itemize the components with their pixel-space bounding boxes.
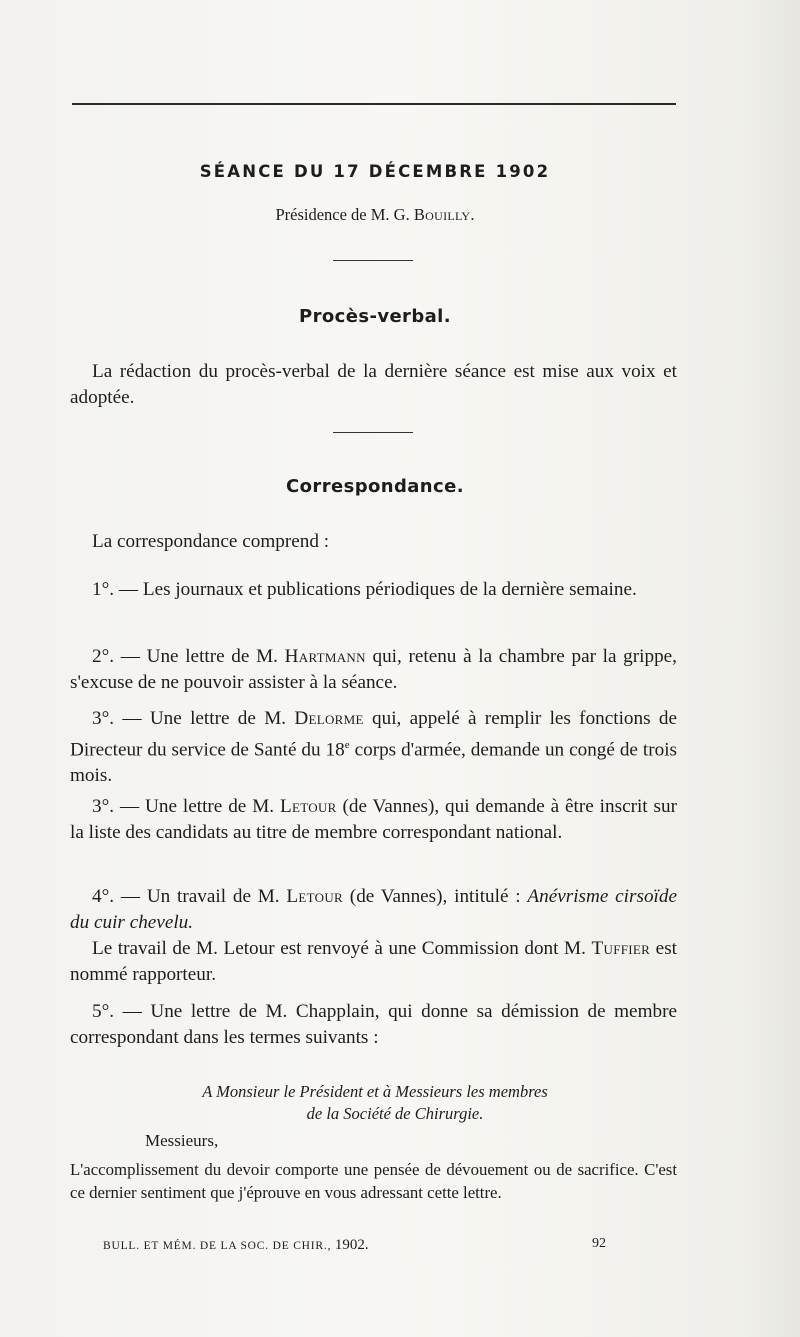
proces-verbal-text: La rédaction du procès-verbal de la dernière séance est mise aux voix et adoptée.: [70, 361, 677, 408]
correspondance-heading: Correspondance.: [286, 476, 464, 497]
person-name: Tuffier: [591, 938, 651, 959]
proces-verbal-heading: Procès-verbal.: [299, 306, 451, 327]
work-title: Anévrisme cirsoïde du cuir chevelu.: [70, 886, 677, 933]
correspondance-intro: La correspondance comprend :: [92, 531, 330, 552]
person-name: Letour: [279, 796, 337, 817]
correspondance-item-1: 1°. — Les journaux et publications périodiques de la dernière semaine.: [92, 579, 637, 600]
person-name: Hartmann: [284, 646, 366, 667]
presidency-suffix: .: [470, 205, 475, 224]
session-title: SÉANCE DU 17 DÉCEMBRE 1902: [199, 162, 551, 181]
letter-address: A Monsieur le Président et à Messieurs les membres de la Société de Chirurgie.: [202, 1082, 548, 1123]
correspondance-item-3: 3°. — Une lettre de M. Delorme qui, appelé à remplir les fonctions de Directeur du service de Santé du 18e corps d'armée, demande un congé de trois mois.: [70, 708, 678, 787]
presidency-line: [70, 205, 680, 225]
footer-journal: BULL. ET MÉM. DE LA SOC. DE CHIR., 1902.: [103, 1237, 369, 1253]
correspondance-item-6: 5°. — Une lettre de M. Chapplain, qui donne sa démission de membre correspondant dans les termes suivants :: [70, 1001, 677, 1048]
letter-salutation: Messieurs,: [145, 1131, 219, 1150]
presidency-name: Bouilly: [413, 205, 471, 224]
correspondance-item-2: 2°. — Une lettre de M. Hartmann qui, retenu à la chambre par la grippe, s'excuse de ne pouvoir assister à la séance.: [70, 646, 677, 693]
top-rule: [72, 103, 676, 105]
superscript: e: [344, 739, 350, 751]
separator-rule-1: [333, 260, 413, 261]
correspondance-item-5: 4°. — Un travail de M. Letour (de Vannes), intitulé : Anévrisme cirsoïde du cuir chevelu. Le travail de M. Letour est renvoyé à une Commission dont M. Tuffier est nommé rapporteur.: [70, 886, 677, 985]
person-name: Letour: [286, 886, 344, 907]
letter-body: L'accomplissement du devoir comporte une pensée de dévouement ou de sacrifice. C'est ce dernier sentiment que j'éprouve en vous adressant cette lettre.: [70, 1160, 677, 1202]
presidency-prefix: Présidence de M. G.: [275, 205, 414, 224]
page-number: 92: [592, 1236, 606, 1251]
person-name: Delorme: [294, 708, 364, 729]
separator-rule-2: [333, 432, 413, 433]
correspondance-item-4: 3°. — Une lettre de M. Letour (de Vannes), qui demande à être inscrit sur la liste des candidats au titre de membre correspondant national.: [70, 796, 677, 843]
